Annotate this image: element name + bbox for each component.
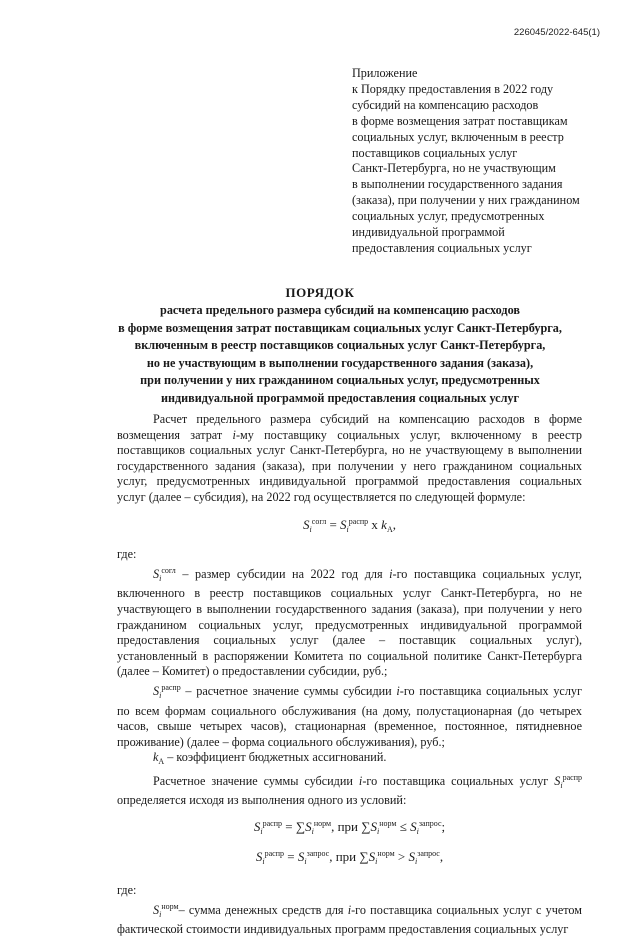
appendix-line: Санкт-Петербурга, но не участвующим: [352, 161, 556, 176]
appendix-line: в форме возмещения затрат поставщикам: [352, 113, 568, 128]
appendix-line: к Порядку предоставления в 2022 году: [352, 81, 554, 96]
condition-formulas: [117, 813, 582, 873]
appendix-line: социальных услуг, предусмотренных: [352, 209, 545, 224]
where-label: где:: [117, 547, 137, 562]
appendix-line: предоставления социальных услуг: [352, 240, 532, 255]
subtitle-line: в форме возмещения затрат поставщикам социальных услуг Санкт-Петербурга,: [118, 320, 562, 335]
definition-k: $k_A$ – коэффициент бюджетных ассигнований.: [153, 750, 387, 767]
subtitle-line: при получении у них гражданином социальных услуг, предусмотренных: [140, 373, 540, 388]
intro-paragraph: Расчет предельного размера субсидий на компенсацию расходов в форме возмещения затрат i-му поставщику социальных услуг, включенному в реестр поставщиков социальных услуг Санкт-Петербурга, но не участвующему в выполнении государственного задания (заказа), при получении у него гражданином социальных услуг, предусмотренных индивидуальной программой предоставления социальных услуг (далее – субсидия), на 2022 год осуществляется по следующей формуле:: [117, 412, 582, 504]
appendix-line: (заказа), при получении у них гражданином: [352, 193, 580, 208]
subtitle-line: но не участвующим в выполнении государственного задания (заказа),: [146, 355, 534, 370]
definition-s-sogl: $S_i^{согл}$ – размер субсидии на 2022 год для i-го поставщика социальных услуг, включенного в реестр поставщиков социальных услуг Санкт-Петербурга, но не участвующего в выполнении государственного задания (заказа), при получении у него гражданином социальных услуг, предусмотренных индивидуальной программой предоставления социальных услуг (далее – поставщик социальных услуг), установленный в распоряжении Комитета по социальной политике Санкт-Петербурга (далее – Комитет) о предоставлении субсидии, руб.;: [117, 565, 582, 679]
subtitle-line: индивидуальной программой предоставления социальных услуг: [160, 390, 520, 405]
condition-formula-2: $S_i^{распр} = S_i^{запрос}$, при $\sum S_i^{норм} > S_i^{запрос}$,: [255, 849, 444, 867]
appendix-line: Приложение: [352, 66, 418, 80]
document-id: 226045/2022-645(1): [513, 27, 600, 38]
appendix-line: социальных услуг, включенным в реестр: [352, 129, 564, 144]
appendix-header: [352, 66, 612, 257]
main-formula: $S_i^{согл} = S_i^{распр}$ х $k_A$,: [303, 516, 396, 534]
condition-formula-1: $S_i^{распр} = \sum S_i^{норм}$, при $\sum S_i^{норм} \le S_i^{запрос}$;: [253, 819, 446, 837]
subtitle-line: расчета предельного размера субсидий на компенсацию расходов: [160, 303, 520, 317]
document-body: [117, 412, 582, 938]
document-subtitle: [90, 302, 590, 408]
definition-s-raspr: $S_i^{распр}$ – расчетное значение суммы субсидии i-го поставщика социальных услуг по всем формам социального обслуживания (на дому, полустационарная (до четырех часов, свыше четырех часов), стационарная (временное, постоянное, пятидневное проживание) (далее – форма социального обслуживания), руб.;: [117, 682, 582, 749]
appendix-line: в выполнении государственного задания: [352, 177, 563, 192]
where-label: где:: [117, 883, 137, 898]
appendix-line: поставщиков социальных услуг: [352, 145, 518, 160]
subtitle-line: включенным в реестр поставщиков социальных услуг Санкт-Петербурга,: [134, 338, 546, 353]
document-title: ПОРЯДОК: [285, 285, 355, 300]
conditions-paragraph: Расчетное значение суммы субсидии i-го поставщика социальных услуг $S_i^{распр}$ определяется исходя из выполнения одного из условий:: [117, 772, 582, 808]
appendix-line: субсидий на компенсацию расходов: [352, 97, 539, 112]
definition-s-norm: $S_i^{норм}-$ сумма денежных средств для i-го поставщика социальных услуг с учетом фактической стоимости индивидуальных программ предоставления социальных услуг: [117, 901, 582, 937]
appendix-line: индивидуальной программой: [352, 225, 505, 240]
